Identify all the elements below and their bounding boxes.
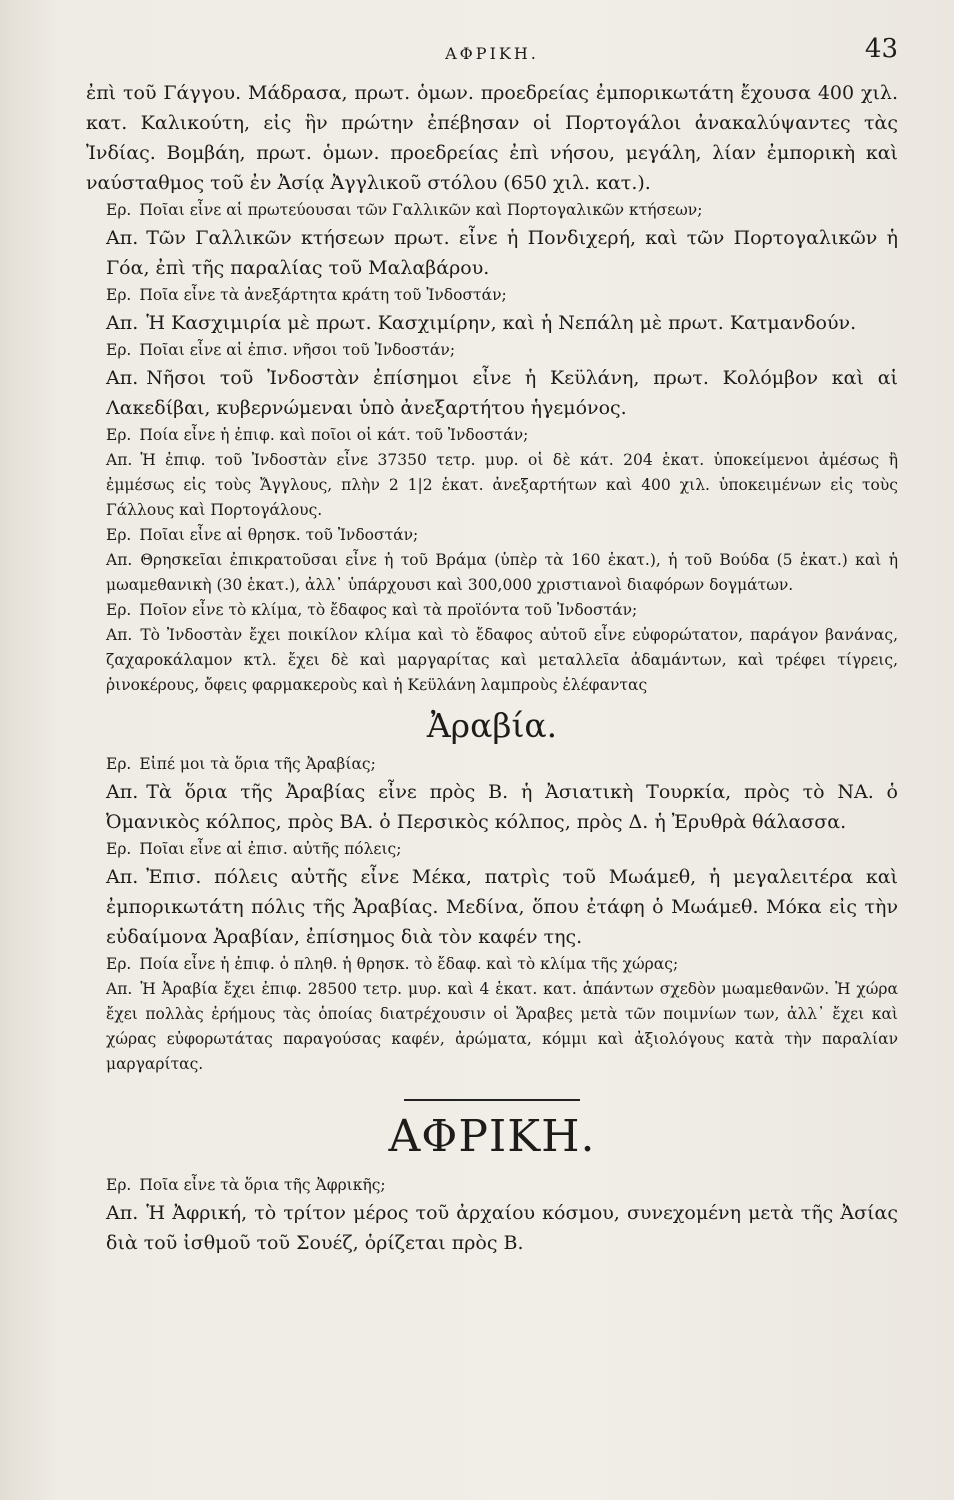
answer-paragraph <box>86 777 898 837</box>
answer-label: Απ. <box>106 451 133 469</box>
question-text: Ποῖαι εἶνε αἱ πρωτεύουσαι τῶν Γαλλικῶν καὶ Πορτογαλικῶν κτήσεων; <box>139 201 703 219</box>
question-text: Ποῖα εἶνε τὰ ἀνεξάρτητα κράτη τοῦ Ἰνδοστάν; <box>139 286 507 304</box>
answer-text: Τῶν Γαλλικῶν κτήσεων πρωτ. εἶνε ἡ Πονδιχερή, καὶ τῶν Πορτογαλικῶν ἡ Γόα, ἐπὶ τῆς παραλίας τοῦ Μαλαβάρου. <box>106 227 898 279</box>
question-paragraph <box>86 283 898 308</box>
question-label: Ερ. <box>106 286 132 304</box>
question-paragraph <box>86 598 898 623</box>
question-text: Ποῖαι εἶνε αἱ ἐπισ. αὐτῆς πόλεις; <box>139 840 402 858</box>
question-paragraph <box>86 752 898 777</box>
answer-paragraph <box>86 623 898 698</box>
answer-label: Απ. <box>106 227 139 249</box>
answer-paragraph <box>86 363 898 423</box>
question-text: Εἰπέ μοι τὰ ὅρια τῆς Ἀραβίας; <box>139 755 376 773</box>
answer-text: Ἐπισ. πόλεις αὐτῆς εἶνε Μέκα, πατρὶς τοῦ Μωάμεθ, ἡ μεγαλειτέρα καὶ ἐμπορικωτάτη πόλις τῆς Ἀραβίας. Μεδίνα, ὅπου ἐτάφη ὁ Μωάμεθ. Μόκα εἰς τὴν εὐδαίμονα Ἀραβίαν, ἐπίσημος διὰ τὸν καφέν της. <box>106 866 898 948</box>
answer-paragraph <box>86 1198 898 1258</box>
answer-paragraph <box>86 548 898 598</box>
answer-label: Απ. <box>106 626 133 644</box>
india-section <box>86 78 898 698</box>
answer-paragraph <box>86 448 898 523</box>
answer-paragraph <box>86 223 898 283</box>
question-text: Ποῖα εἶνε τὰ ὅρια τῆς Ἀφρικῆς; <box>139 1176 386 1194</box>
arabia-section <box>86 702 898 1077</box>
question-label: Ερ. <box>106 526 132 544</box>
question-label: Ερ. <box>106 601 132 619</box>
question-paragraph <box>86 837 898 862</box>
question-text: Ποία εἶνε ἡ ἐπιφ. ὁ πληθ. ἡ θρησκ. τὸ ἔδαφ. καὶ τὸ κλίμα τῆς χώρας; <box>139 955 679 973</box>
answer-paragraph <box>86 862 898 952</box>
africa-chapter <box>86 1099 898 1258</box>
question-label: Ερ. <box>106 1176 132 1194</box>
answer-label: Απ. <box>106 980 133 998</box>
question-label: Ερ. <box>106 201 132 219</box>
answer-label: Απ. <box>106 866 139 888</box>
question-label: Ερ. <box>106 840 132 858</box>
answer-text: Τὰ ὅρια τῆς Ἀραβίας εἶνε πρὸς Β. ἡ Ἀσιατικὴ Τουρκία, πρὸς τὸ ΝΑ. ὁ Ὀμανικὸς κόλπος, πρὸς ΒΑ. ὁ Περσικὸς κόλπος, πρὸς Δ. ἡ Ἐρυθρὰ θάλασσα. <box>106 781 898 833</box>
answer-paragraph <box>86 308 898 338</box>
question-paragraph <box>86 1173 898 1198</box>
answer-label: Απ. <box>106 367 139 389</box>
question-label: Ερ. <box>106 955 132 973</box>
answer-text: Ἡ Ἀφρική, τὸ τρίτον μέρος τοῦ ἀρχαίου κόσμου, συνεχομένη μετὰ τῆς Ἀσίας διὰ τοῦ ἰσθμοῦ τοῦ Σουέζ, ὁρίζεται πρὸς Β. <box>106 1202 898 1254</box>
question-paragraph <box>86 198 898 223</box>
question-text: Ποῖαι εἶνε αἱ θρησκ. τοῦ Ἰνδοστάν; <box>139 526 419 544</box>
paragraph-continuation <box>86 78 898 198</box>
question-paragraph <box>86 423 898 448</box>
paragraph-text: ἐπὶ τοῦ Γάγγου. Μάδρασα, πρωτ. ὁμων. προεδρείας ἐμπορικωτάτη ἔχουσα 400 χιλ. κατ. Καλικούτη, εἰς ἣν πρώτην ἐπέβησαν οἱ Πορτογάλοι ἀνακαλύψαντες τὰς Ἰνδίας. Βομβάη, πρωτ. ὁμων. προεδρείας ἐπὶ νήσου, μεγάλη, λίαν ἐμπορικὴ καὶ ναύσταθμος τοῦ ἐν Ἀσίᾳ Ἀγγλικοῦ στόλου (650 χιλ. κατ.). <box>86 82 898 194</box>
question-paragraph <box>86 952 898 977</box>
question-label: Ερ. <box>106 426 132 444</box>
answer-text: Ἡ Κασχιμιρία μὲ πρωτ. Κασχιμίρην, καὶ ἡ Νεπάλη μὲ πρωτ. Κατμανδούν. <box>146 312 857 334</box>
answer-text: Ἡ Ἀραβία ἔχει ἐπιφ. 28500 τετρ. μυρ. καὶ 4 ἑκατ. κατ. ἁπάντων σχεδὸν μωαμεθανῶν. Ἡ χώρα ἔχει πολλὰς ἐρήμους τὰς ὁποίας διατρέχουσιν οἱ Ἄραβες μετὰ τῶν ποιμνίων των, ἀλλ᾽ ἔχει καὶ χώρας εὐφορωτάτας παραγούσας καφέν, ἀρώματα, κόμμι καὶ ἀξιολόγους κατὰ τὴν παραλίαν μαργαρίτας. <box>106 980 898 1073</box>
question-text: Ποία εἶνε ἡ ἐπιφ. καὶ ποῖοι οἱ κάτ. τοῦ Ἰνδοστάν; <box>139 426 529 444</box>
answer-text: Τὸ Ἰνδοστὰν ἔχει ποικίλον κλίμα καὶ τὸ ἔδαφος αὐτοῦ εἶνε εὐφορώτατον, παράγον βανάνας, ζαχαροκάλαμον κτλ. ἔχει δὲ καὶ μαργαρίτας καὶ μεταλλεῖα ἀδαμάντων, καὶ τρέφει τίγρεις, ῥινοκέρους, ὄφεις φαρμακεροὺς καὶ ἡ Κεϋλάνη λαμπροὺς ἐλέφαντας <box>106 626 898 694</box>
question-text: Ποῖαι εἶνε αἱ ἐπισ. νῆσοι τοῦ Ἰνδοστάν; <box>139 341 456 359</box>
running-title: ΑΦΡΙΚΗ. <box>445 44 539 63</box>
chapter-title-africa: ΑΦΡΙΚΗ. <box>388 1111 596 1162</box>
answer-paragraph <box>86 977 898 1077</box>
answer-text: Θρησκεῖαι ἐπικρατοῦσαι εἶνε ἡ τοῦ Βράμα (ὑπὲρ τὰ 160 ἑκατ.), ἡ τοῦ Βούδα (5 ἑκατ.) καὶ ἡ μωαμεθανικὴ (30 ἑκατ.), ἀλλ᾽ ὑπάρχουσι καὶ 300,000 χριστιανοὶ διαφόρων δογμάτων. <box>106 551 898 594</box>
section-heading-arabia: Ἀραβία. <box>426 706 558 745</box>
section-divider-rule <box>404 1099 580 1101</box>
answer-text: Ἡ ἐπιφ. τοῦ Ἰνδοστὰν εἶνε 37350 τετρ. μυρ. οἱ δὲ κάτ. 204 ἑκατ. ὑποκείμενοι ἀμέσως ἢ ἐμμέσως εἰς τοὺς Ἄγγλους, πλὴν 2 1|2 ἑκατ. ἀνεξαρτήτων καὶ 400 χιλ. ὑποκειμένων εἰς τοὺς Γάλλους καὶ Πορτογάλους. <box>106 451 898 519</box>
question-label: Ερ. <box>106 755 132 773</box>
page-header <box>86 34 898 78</box>
answer-label: Απ. <box>106 1202 139 1224</box>
answer-label: Απ. <box>106 312 139 334</box>
answer-label: Απ. <box>106 781 139 803</box>
page-number: 43 <box>864 34 898 64</box>
answer-label: Απ. <box>106 551 133 569</box>
answer-text: Νῆσοι τοῦ Ἰνδοστὰν ἐπίσημοι εἶνε ἡ Κεϋλάνη, πρωτ. Κολόμβον καὶ αἱ Λακεδίβαι, κυβερνώμεναι ὑπὸ ἀνεξαρτήτου ἡγεμόνος. <box>106 367 898 419</box>
question-paragraph <box>86 523 898 548</box>
question-paragraph <box>86 338 898 363</box>
question-text: Ποῖον εἶνε τὸ κλίμα, τὸ ἔδαφος καὶ τὰ προϊόντα τοῦ Ἰνδοστάν; <box>139 601 638 619</box>
question-label: Ερ. <box>106 341 132 359</box>
